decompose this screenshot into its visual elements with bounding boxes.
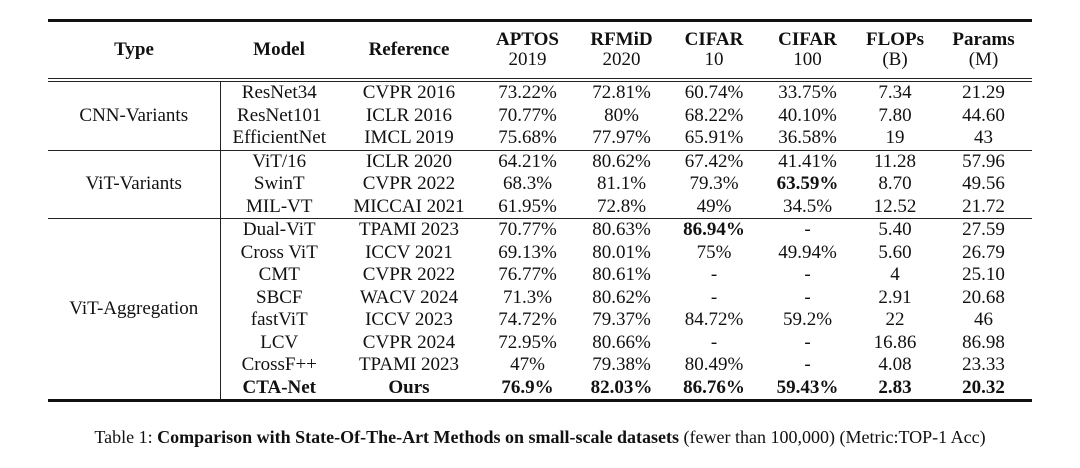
group-type-vit-variants: ViT-Variants [48, 150, 220, 219]
cell-aptos: 73.22% [480, 80, 575, 105]
cell-rfmid: 79.38% [592, 354, 651, 375]
header-cifar100-classes: 100 [793, 48, 822, 70]
cell-flops: 19 [885, 127, 905, 148]
cell-cifar100: 34.5% [782, 195, 833, 217]
cell-flops: 4.08 [878, 354, 912, 375]
cell-rfmid: 80.63% [575, 219, 668, 242]
cell-params: 27.59 [935, 219, 1032, 242]
cell-cifar10: 84.72% [684, 309, 744, 330]
cell-cifar10: 79.3% [689, 173, 739, 194]
cell-cifar100: - [804, 264, 811, 285]
header-rfmid-year: 2020 [602, 48, 641, 70]
cell-flops: 11.28 [855, 150, 935, 173]
cell-flops: 5.60 [878, 241, 912, 263]
cell-model: Cross ViT [240, 241, 318, 263]
header-params [935, 21, 1032, 80]
cell-model: fastViT [250, 309, 308, 330]
cell-params: 86.98 [962, 331, 1005, 353]
cell-reference: TPAMI 2023 [338, 219, 480, 242]
cell-cifar10: 60.74% [668, 80, 760, 105]
cell-flops: 8.70 [878, 173, 912, 194]
cell-flops: 4 [890, 264, 900, 285]
caption-title: Comparison with State-Of-The-Art Methods on small-scale datasets [157, 427, 680, 447]
cell-model: SBCF [256, 286, 303, 308]
group-type-vit-aggregation: ViT-Aggregation [48, 219, 220, 400]
cell-rfmid: 77.97% [592, 127, 651, 148]
cell-rfmid: 80.61% [592, 264, 651, 285]
cell-reference: ICCV 2023 [365, 309, 453, 330]
cell-aptos: 70.77% [480, 219, 575, 242]
cell-aptos: 70.77% [498, 104, 557, 126]
cell-params: 20.32 [962, 376, 1005, 398]
cell-cifar10: 68.22% [684, 104, 744, 126]
cell-flops: 16.86 [873, 331, 917, 353]
cell-aptos: 72.95% [498, 331, 557, 353]
cell-cifar10: - [710, 331, 718, 353]
cell-flops: 7.34 [855, 80, 935, 105]
header-flops-unit: (B) [882, 48, 908, 70]
cell-cifar10: - [710, 286, 718, 308]
cell-params: 21.72 [962, 195, 1005, 217]
table-header-row [48, 21, 1032, 80]
cell-rfmid: 80.66% [592, 331, 651, 353]
cell-model: SwinT [253, 173, 305, 194]
cell-flops: 7.80 [878, 104, 912, 126]
header-reference: Reference [368, 38, 450, 60]
header-aptos [480, 21, 575, 80]
cell-params: 23.33 [962, 354, 1005, 375]
cell-model: ViT/16 [220, 150, 338, 173]
cell-reference: ICLR 2016 [365, 104, 453, 126]
cell-reference: IMCL 2019 [364, 127, 454, 148]
cell-rfmid: 79.37% [592, 309, 651, 330]
cell-rfmid: 80.01% [592, 241, 651, 263]
cell-cifar100: 33.75% [760, 80, 855, 105]
cell-reference: TPAMI 2023 [358, 354, 460, 375]
header-cifar100-name: CIFAR [778, 28, 837, 50]
cell-aptos: 61.95% [498, 195, 557, 217]
header-cifar10 [668, 21, 760, 80]
header-cifar10-name: CIFAR [684, 28, 744, 50]
cell-cifar100: - [804, 286, 811, 308]
group-type-cnn: CNN-Variants [48, 80, 220, 150]
header-params-name: Params [952, 28, 1015, 50]
cell-model: LCV [260, 331, 299, 353]
caption-prefix: Table 1: [94, 427, 158, 447]
table-bottom-rule [48, 399, 1032, 402]
cell-model: CrossF++ [241, 354, 317, 375]
table-caption [0, 425, 1080, 449]
cell-flops: 22 [885, 309, 905, 330]
cell-aptos: 47% [510, 354, 545, 375]
cell-cifar100: - [760, 219, 855, 242]
cell-reference: MICCAI 2021 [353, 195, 465, 217]
cell-model: Dual-ViT [220, 219, 338, 242]
table-row [48, 80, 1032, 105]
cell-rfmid: 80% [604, 104, 639, 126]
table-row [48, 150, 1032, 173]
cell-rfmid: 81.1% [596, 173, 647, 194]
cell-flops: 2.91 [878, 286, 912, 308]
cell-cifar10: - [710, 264, 718, 285]
cell-params: 25.10 [962, 264, 1005, 285]
cell-params: 44.60 [962, 104, 1005, 126]
cell-flops: 2.83 [878, 376, 912, 398]
cell-cifar100: 49.94% [778, 241, 837, 263]
cell-params: 49.56 [962, 173, 1005, 194]
header-rfmid-name: RFMiD [590, 28, 653, 50]
header-flops [855, 21, 935, 80]
header-params-unit: (M) [968, 48, 999, 70]
cell-reference: CVPR 2024 [362, 331, 456, 353]
header-aptos-name: APTOS [495, 28, 559, 50]
caption-suffix: (fewer than 100,000) (Metric:TOP-1 Acc) [679, 427, 986, 447]
comparison-table [48, 21, 1032, 399]
cell-model: EfficientNet [232, 127, 327, 148]
header-type: Type [114, 38, 154, 60]
header-aptos-year: 2019 [508, 48, 547, 70]
cell-aptos: 69.13% [498, 241, 557, 263]
table-row [48, 219, 1032, 242]
cell-cifar10-best: 86.94% [668, 219, 760, 242]
cell-params: 57.96 [935, 150, 1032, 173]
cell-flops: 5.40 [855, 219, 935, 242]
header-cifar10-classes: 10 [704, 48, 724, 70]
cell-rfmid: 80.62% [592, 286, 651, 308]
cell-cifar10: 86.76% [683, 376, 745, 398]
cell-cifar100: - [804, 331, 811, 353]
cell-rfmid: 80.62% [575, 150, 668, 173]
cell-cifar100: 41.41% [760, 150, 855, 173]
cell-aptos: 71.3% [502, 286, 553, 308]
cell-params: 26.79 [962, 241, 1005, 263]
cell-params: 43 [974, 127, 993, 148]
cell-cifar10: 80.49% [684, 354, 744, 375]
cell-rfmid: 82.03% [590, 376, 653, 398]
cell-reference: CVPR 2022 [362, 264, 456, 285]
cell-model: CTA-Net [242, 376, 316, 398]
cell-cifar10: 49% [696, 195, 732, 217]
cell-aptos: 75.68% [498, 127, 557, 148]
cell-cifar100: 59.2% [782, 309, 833, 330]
cell-params: 21.29 [935, 80, 1032, 105]
cell-flops: 12.52 [873, 195, 917, 217]
cell-model: CMT [258, 264, 300, 285]
cell-reference: ICCV 2021 [365, 241, 453, 263]
cell-cifar10: 75% [696, 241, 732, 263]
cell-reference: CVPR 2022 [362, 173, 456, 194]
cell-reference: ICLR 2020 [338, 150, 480, 173]
cell-cifar10: 67.42% [668, 150, 760, 173]
header-cifar100 [760, 21, 855, 80]
cell-rfmid: 72.81% [575, 80, 668, 105]
cell-model: MIL-VT [246, 195, 313, 217]
cell-aptos: 74.72% [498, 309, 557, 330]
cell-cifar100: - [804, 354, 811, 375]
header-rfmid [575, 21, 668, 80]
cell-reference: Ours [388, 376, 430, 398]
cell-params: 20.68 [962, 286, 1005, 308]
cell-rfmid: 72.8% [596, 195, 647, 217]
cell-cifar100: 59.43% [776, 376, 839, 398]
cell-reference: WACV 2024 [359, 286, 459, 308]
cell-model: ResNet101 [237, 104, 322, 126]
cell-aptos: 76.77% [498, 264, 557, 285]
cell-aptos: 68.3% [502, 173, 553, 194]
cell-cifar100-best: 63.59% [776, 173, 839, 194]
cell-cifar100: 40.10% [778, 104, 837, 126]
cell-cifar100: 36.58% [778, 127, 837, 148]
cell-model: ResNet34 [220, 80, 338, 105]
cell-reference: CVPR 2016 [338, 80, 480, 105]
cell-cifar10: 65.91% [684, 127, 744, 148]
cell-aptos: 76.9% [501, 376, 554, 398]
header-flops-name: FLOPs [865, 28, 925, 50]
cell-params: 46 [974, 309, 993, 330]
cell-aptos: 64.21% [480, 150, 575, 173]
header-model: Model [253, 38, 305, 60]
